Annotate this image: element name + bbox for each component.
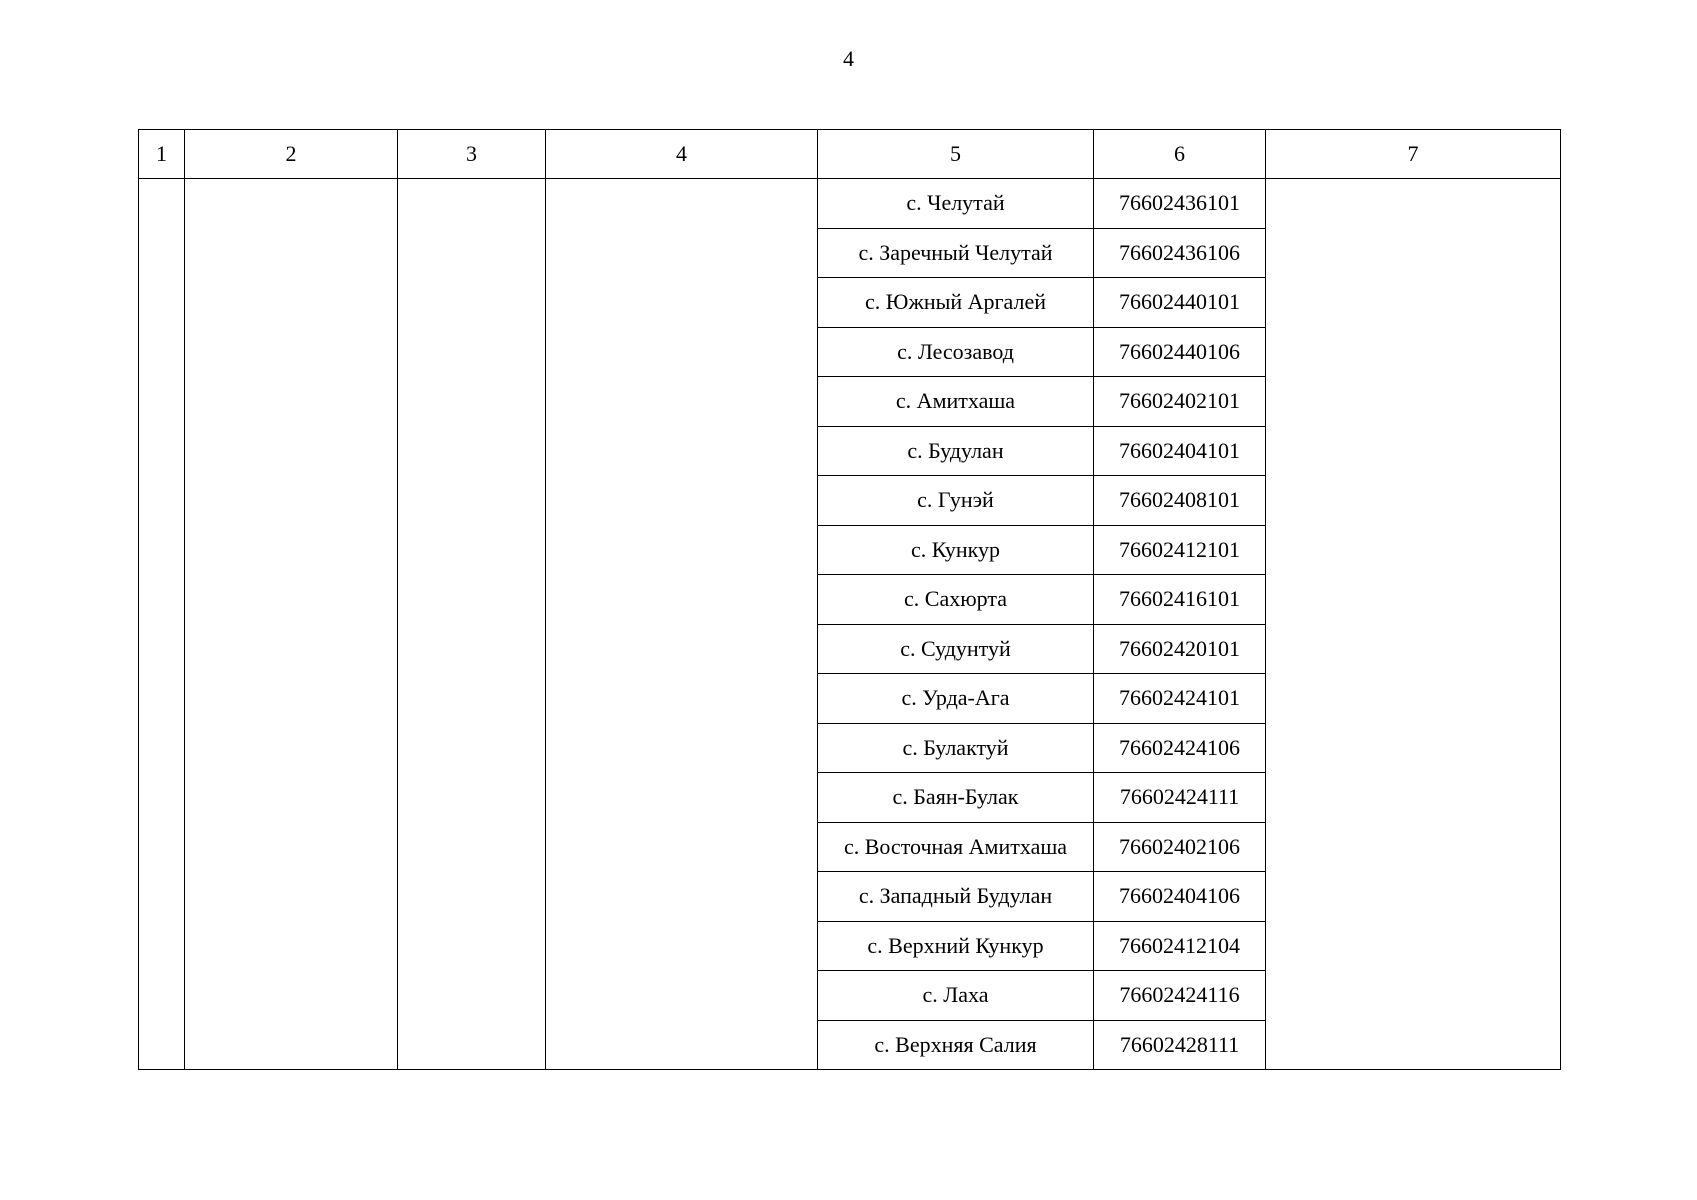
settlement-cell: с. Амитхаша [818, 377, 1094, 427]
column-header-1: 1 [139, 130, 185, 179]
code-cell: 76602436101 [1094, 179, 1266, 229]
code-cell: 76602402106 [1094, 822, 1266, 872]
column-header-3: 3 [398, 130, 546, 179]
code-cell: 76602428111 [1094, 1020, 1266, 1070]
empty-cell-col-2 [185, 179, 398, 1070]
empty-cell-col-1 [139, 179, 185, 1070]
empty-cell-col-7 [1266, 179, 1561, 1070]
settlement-cell: с. Лаха [818, 971, 1094, 1021]
code-cell: 76602412104 [1094, 921, 1266, 971]
settlement-cell: с. Южный Аргалей [818, 278, 1094, 328]
header-row [139, 130, 1561, 179]
column-header-7: 7 [1266, 130, 1561, 179]
code-cell: 76602424111 [1094, 773, 1266, 823]
code-cell: 76602424101 [1094, 674, 1266, 724]
column-header-2: 2 [185, 130, 398, 179]
code-cell: 76602404101 [1094, 426, 1266, 476]
settlement-cell: с. Сахюрта [818, 575, 1094, 625]
code-cell: 76602436106 [1094, 228, 1266, 278]
empty-cell-col-4 [546, 179, 818, 1070]
settlement-cell: с. Будулан [818, 426, 1094, 476]
settlements-table [138, 129, 1561, 1070]
code-cell: 76602440106 [1094, 327, 1266, 377]
code-cell: 76602412101 [1094, 525, 1266, 575]
settlement-cell: с. Верхний Кункур [818, 921, 1094, 971]
code-cell: 76602420101 [1094, 624, 1266, 674]
column-header-6: 6 [1094, 130, 1266, 179]
settlement-cell: с. Западный Будулан [818, 872, 1094, 922]
settlement-cell: с. Судунтуй [818, 624, 1094, 674]
column-header-4: 4 [546, 130, 818, 179]
code-cell: 76602402101 [1094, 377, 1266, 427]
code-cell: 76602416101 [1094, 575, 1266, 625]
code-cell: 76602424116 [1094, 971, 1266, 1021]
settlement-cell: с. Лесозавод [818, 327, 1094, 377]
settlement-cell: с. Урда-Ага [818, 674, 1094, 724]
empty-cell-col-3 [398, 179, 546, 1070]
column-header-5: 5 [818, 130, 1094, 179]
code-cell: 76602408101 [1094, 476, 1266, 526]
settlement-cell: с. Верхняя Салия [818, 1020, 1094, 1070]
settlement-cell: с. Восточная Амитхаша [818, 822, 1094, 872]
code-cell: 76602404106 [1094, 872, 1266, 922]
settlement-cell: с. Кункур [818, 525, 1094, 575]
settlement-cell: с. Челутай [818, 179, 1094, 229]
table-body [139, 179, 1561, 1070]
code-cell: 76602424106 [1094, 723, 1266, 773]
settlement-cell: с. Баян-Булак [818, 773, 1094, 823]
page-number: 4 [843, 46, 854, 71]
settlement-cell: с. Заречный Челутай [818, 228, 1094, 278]
settlement-cell: с. Булактуй [818, 723, 1094, 773]
code-cell: 76602440101 [1094, 278, 1266, 328]
settlement-cell: с. Гунэй [818, 476, 1094, 526]
table-row [139, 179, 1561, 229]
